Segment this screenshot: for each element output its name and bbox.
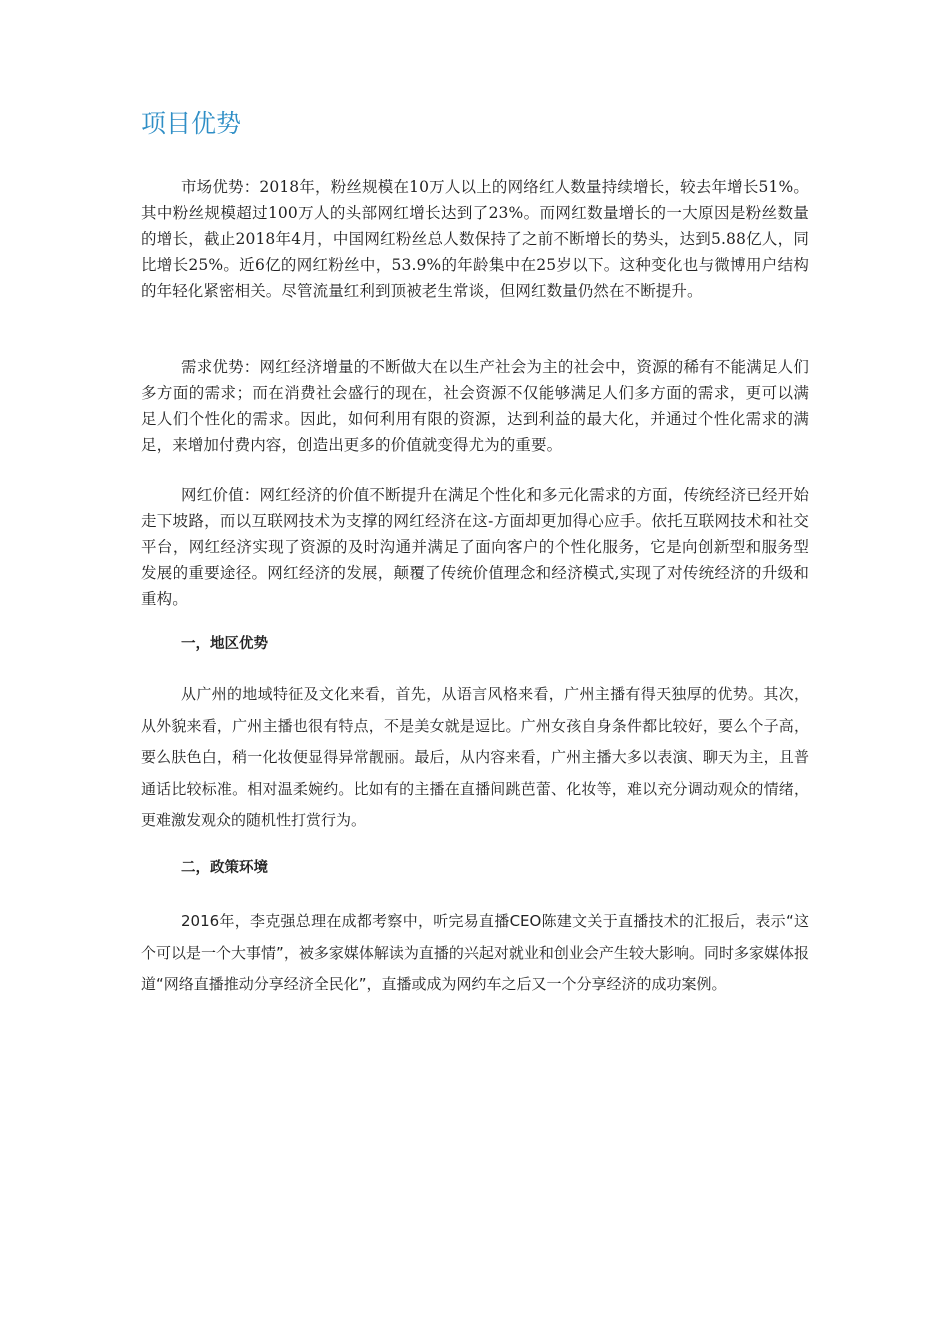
policy-environment-text: 2016年，李克强总理在成都考察中，听完易直播CEO陈建文关于直播技术的汇报后，表示“这个可以是一个大事情”，被多家媒体解读为直播的兴起对就业和创业会产生较大影响。同时多家媒体报道“网络直播推动分享经济全民化”，直播或成为网约车之后又一个分享经济的成功案例。 [141, 912, 809, 993]
demand-advantage-text: 需求优势：网红经济增量的不断做大在以生产社会为主的社会中，资源的稀有不能满足人们多方面的需求；而在消费社会盛行的现在，社会资源不仅能够满足人们多方面的需求，更可以满足人们个性化的需求。因此，如何利用有限的资源，达到利益的最大化，并通过个性化需求的满足，来增加付费内容，创造出更多的价值就变得尤为的重要。 [141, 358, 809, 454]
page-title: 项目优势 [141, 109, 242, 138]
regional-advantage-text: 从广州的地域特征及文化来看，首先，从语言风格来看，广州主播有得天独厚的优势。其次，从外貌来看，广州主播也很有特点，不是美女就是逗比。广州女孩自身条件都比较好，要么个子高，要么肤色白，稍一化妆便显得异常靓丽。最后，从内容来看，广州主播大多以表演、聊天为主，且普通话比较标准。相对温柔婉约。比如有的主播在直播间跳芭蕾、化妆等，难以充分调动观众的情绪，更难激发观众的随机性打赏行为。 [141, 685, 809, 829]
market-advantage-text: 市场优势：2018年，粉丝规模在10万人以上的网络红人数量持续增长，较去年增长51%。其中粉丝规模超过100万人的头部网红增长达到了23%。而网红数量增长的一大原因是粉丝数量的增长，截止2018年4月，中国网红粉丝总人数保持了之前不断增长的势头，达到5.88亿人，同比增长25%。近6亿的网红粉丝中，53.9%的年龄集中在25岁以下。这种变化也与微博用户结构的年轻化紧密相关。尽管流量红利到顶被老生常谈，但网红数量仍然在不断提升。 [141, 178, 809, 300]
policy-environment-paragraph [141, 906, 809, 1001]
market-advantage-paragraph [141, 174, 809, 304]
regional-advantage-paragraph [141, 679, 809, 837]
influencer-value-paragraph [141, 482, 809, 612]
influencer-value-text: 网红价值：网红经济的价值不断提升在满足个性化和多元化需求的方面，传统经济已经开始走下坡路，而以互联网技术为支撑的网红经济在这-方面却更加得心应手。依托互联网技术和社交平台，网红经济实现了资源的及时沟通并满足了面向客户的个性化服务，它是向创新型和服务型发展的重要途径。网红经济的发展，颠覆了传统价值理念和经济模式,实现了对传统经济的升级和重构。 [141, 486, 809, 608]
section-heading-regional: 一，地区优势 [181, 636, 268, 652]
demand-advantage-paragraph [141, 354, 809, 458]
section-heading-policy: 二，政策环境 [181, 860, 268, 876]
